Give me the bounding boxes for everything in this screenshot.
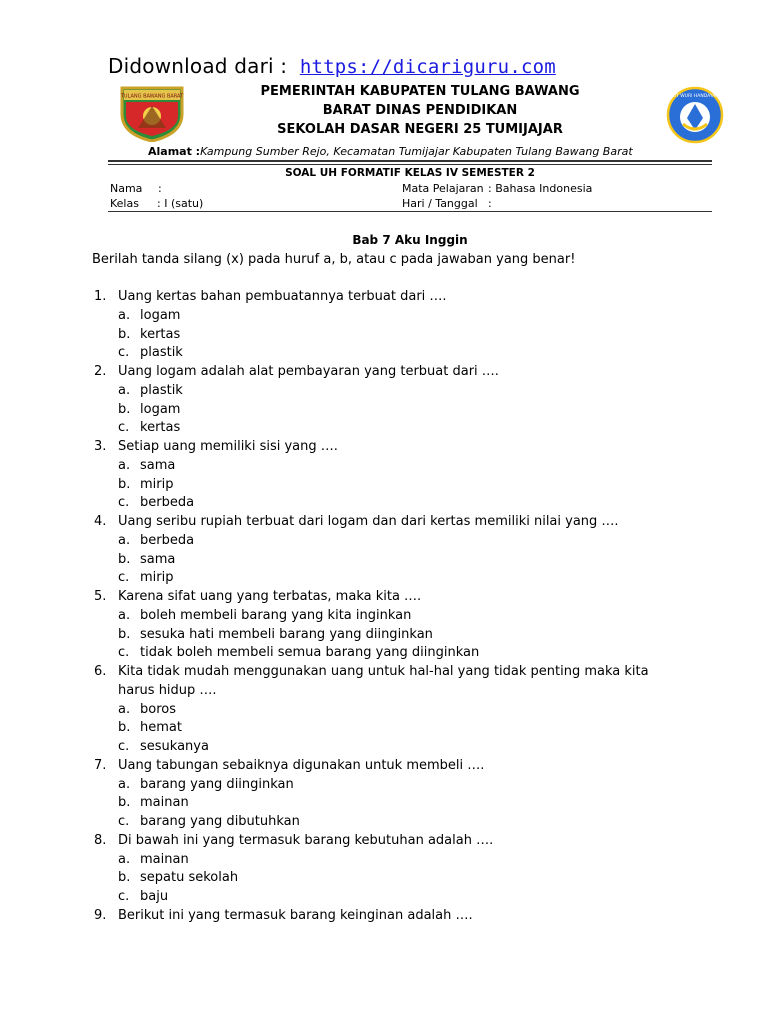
download-link[interactable]: https://dicariguru.com: [299, 56, 556, 78]
answer-option[interactable]: [92, 326, 649, 345]
tut-wuri-logo: [666, 86, 724, 144]
regency-logo-text: TULANG BAWANG BARAT: [120, 93, 184, 100]
answer-option[interactable]: [92, 851, 649, 870]
question-4: [92, 513, 649, 532]
header-line-2: BARAT DINAS PENDIDIKAN: [322, 103, 518, 118]
option-text: plastik: [140, 382, 183, 398]
hari-label: Hari / Tanggal: [402, 197, 478, 210]
option-text: mirip: [140, 570, 174, 586]
question-list: [92, 288, 649, 926]
question-number: 7.: [94, 757, 107, 773]
option-text: kertas: [140, 326, 181, 342]
question-number: 9.: [94, 907, 107, 923]
chapter-title: Bab 7 Aku Inggin: [352, 233, 468, 247]
option-letter: b.: [118, 626, 131, 642]
option-letter: a.: [118, 851, 131, 867]
answer-option[interactable]: [92, 307, 649, 326]
address-label: Alamat :: [148, 145, 201, 158]
option-letter: a.: [118, 382, 131, 398]
question-text: Uang seribu rupiah terbuat dari logam dan dari kertas memiliki nilai yang ….: [118, 514, 619, 529]
answer-option[interactable]: [92, 457, 649, 476]
question-number: 4.: [94, 514, 107, 529]
option-text: plastik: [140, 345, 183, 361]
answer-option[interactable]: [92, 532, 649, 551]
option-letter: c.: [118, 645, 130, 661]
question-text: Karena sifat uang yang terbatas, maka kita ….: [118, 589, 422, 604]
question-number: 5.: [94, 589, 107, 604]
answer-option[interactable]: [92, 626, 649, 645]
option-text: hemat: [140, 720, 182, 736]
instruction-text: Berilah tanda silang (x) pada huruf a, b, atau c pada jawaban yang benar!: [92, 252, 576, 267]
option-letter: a.: [118, 776, 131, 792]
option-letter: b.: [118, 476, 131, 492]
option-text: mainan: [140, 795, 189, 811]
exam-title: SOAL UH FORMATIF KELAS IV SEMESTER 2: [285, 167, 535, 179]
mapel-label: Mata Pelajaran: [402, 182, 484, 195]
question-8: [92, 832, 649, 851]
nama-label: Nama: [110, 182, 143, 195]
option-letter: a.: [118, 532, 131, 548]
answer-option[interactable]: [92, 607, 649, 626]
question-1: [92, 288, 649, 307]
option-text: boleh membeli barang yang kita inginkan: [140, 607, 412, 623]
answer-option[interactable]: [92, 738, 649, 757]
hari-value: :: [488, 197, 492, 210]
question-number: 6.: [94, 664, 107, 679]
option-letter: b.: [118, 401, 131, 417]
answer-option[interactable]: [92, 813, 649, 832]
question-6-line-2: [92, 682, 649, 701]
question-text: Uang logam adalah alat pembayaran yang terbuat dari ….: [118, 364, 499, 379]
mapel-value: : Bahasa Indonesia: [488, 182, 593, 195]
option-letter: b.: [118, 870, 131, 886]
option-text: mirip: [140, 476, 174, 492]
address-value: Kampung Sumber Rejo, Kecamatan Tumijajar Kabupaten Tulang Bawang Barat: [200, 145, 633, 158]
answer-option[interactable]: [92, 569, 649, 588]
option-text: sesukanya: [140, 739, 209, 754]
address-line: [148, 145, 633, 158]
option-text: baju: [140, 889, 169, 904]
option-letter: c.: [118, 495, 130, 511]
header-divider-thin: [108, 164, 712, 165]
question-number: 8.: [94, 832, 107, 848]
header-divider: [108, 160, 712, 162]
question-text: harus hidup ….: [118, 682, 217, 698]
meta-divider: [108, 211, 712, 212]
kelas-label: Kelas: [110, 197, 139, 210]
option-text: boros: [140, 701, 176, 717]
question-text: Kita tidak mudah menggunakan uang untuk hal-hal yang tidak penting maka kita: [118, 664, 649, 679]
option-text: berbeda: [140, 495, 195, 511]
option-letter: b.: [118, 551, 131, 567]
question-2: [92, 363, 649, 382]
answer-option[interactable]: [92, 401, 649, 420]
question-3: [92, 438, 649, 457]
question-text: Uang kertas bahan pembuatannya terbuat dari ….: [118, 289, 447, 304]
question-5: [92, 588, 649, 607]
option-text: sesuka hati membeli barang yang diinginkan: [140, 626, 433, 642]
question-9: [92, 907, 649, 926]
answer-option[interactable]: [92, 719, 649, 738]
question-text: Uang tabungan sebaiknya digunakan untuk membeli ….: [118, 757, 485, 773]
answer-option[interactable]: [92, 419, 649, 438]
header-line-1: PEMERINTAH KABUPATEN TULANG BAWANG: [260, 84, 580, 99]
option-letter: c.: [118, 345, 130, 361]
option-text: mainan: [140, 851, 189, 867]
option-text: berbeda: [140, 532, 195, 548]
question-text: Berikut ini yang termasuk barang keinginan adalah ….: [118, 907, 473, 923]
answer-option[interactable]: [92, 551, 649, 570]
answer-option[interactable]: [92, 794, 649, 813]
option-letter: a.: [118, 307, 131, 323]
option-letter: b.: [118, 795, 131, 811]
nama-value: :: [158, 182, 162, 195]
option-letter: b.: [118, 326, 131, 342]
kelas-value: : I (satu): [157, 197, 204, 210]
option-text: tidak boleh membeli semua barang yang diinginkan: [140, 645, 480, 661]
tut-wuri-logo-text: TUT WURI HANDAYANI: [670, 94, 720, 99]
question-text: Di bawah ini yang termasuk barang kebutuhan adalah ….: [118, 832, 494, 848]
option-text: logam: [140, 307, 181, 323]
question-text: Setiap uang memiliki sisi yang ….: [118, 439, 338, 454]
question-number: 2.: [94, 364, 107, 379]
question-number: 1.: [94, 289, 107, 304]
option-text: sama: [140, 551, 176, 567]
option-text: barang yang diinginkan: [140, 776, 294, 792]
option-text: logam: [140, 401, 181, 417]
answer-option[interactable]: [92, 476, 649, 495]
option-letter: c.: [118, 889, 130, 904]
option-letter: c.: [118, 420, 130, 436]
question-number: 3.: [94, 439, 107, 454]
answer-option[interactable]: [92, 344, 649, 363]
header-line-3: SEKOLAH DASAR NEGERI 25 TUMIJAJAR: [277, 122, 563, 137]
option-text: sama: [140, 457, 176, 473]
answer-option[interactable]: [92, 869, 649, 888]
option-letter: c.: [118, 570, 130, 586]
regency-logo: [116, 84, 188, 142]
question-7: [92, 757, 649, 776]
option-letter: c.: [118, 814, 130, 829]
answer-option[interactable]: [92, 888, 649, 907]
download-prefix: Didownload dari :: [108, 54, 288, 78]
option-letter: a.: [118, 701, 131, 717]
option-text: kertas: [140, 420, 181, 436]
answer-option[interactable]: [92, 701, 649, 720]
answer-option[interactable]: [92, 776, 649, 795]
answer-option[interactable]: [92, 644, 649, 663]
option-text: barang yang dibutuhkan: [140, 814, 300, 829]
option-letter: a.: [118, 607, 131, 623]
download-line: [108, 54, 556, 78]
answer-option[interactable]: [92, 382, 649, 401]
option-text: sepatu sekolah: [140, 870, 239, 886]
option-letter: b.: [118, 720, 131, 736]
question-6: [92, 663, 649, 682]
option-letter: c.: [118, 739, 130, 754]
answer-option[interactable]: [92, 494, 649, 513]
option-letter: a.: [118, 457, 131, 473]
